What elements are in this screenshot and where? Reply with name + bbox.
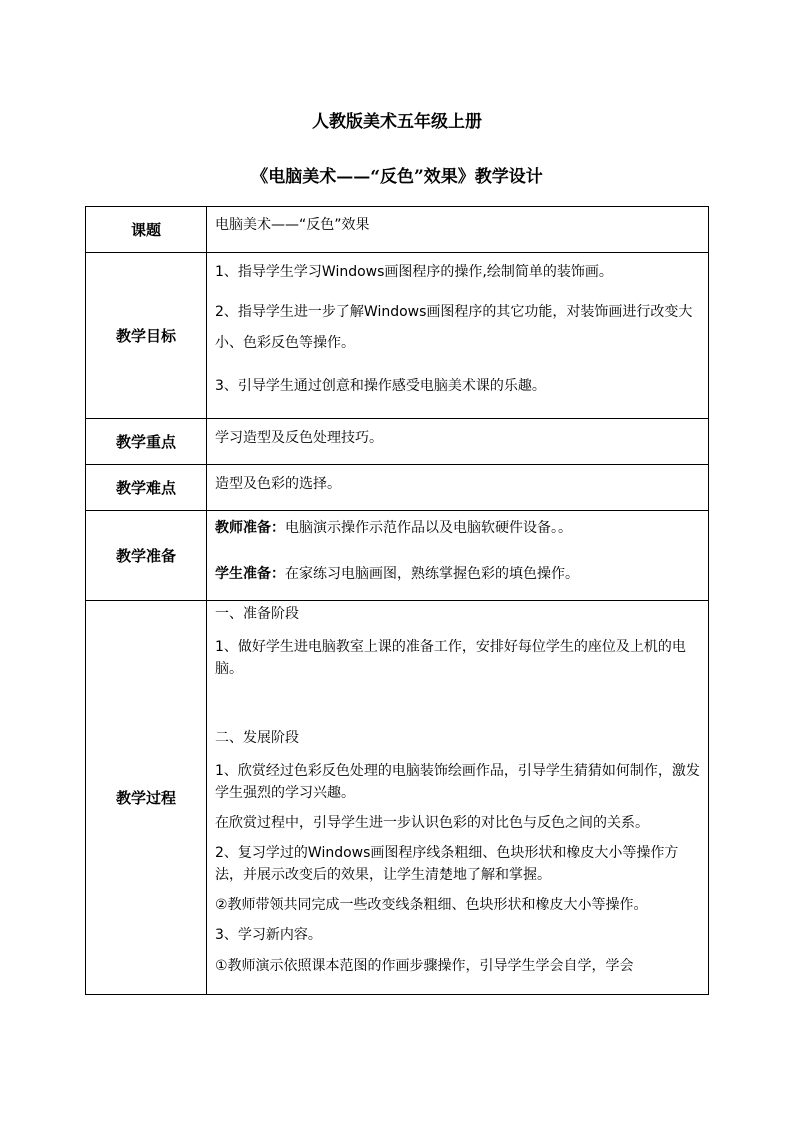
process-item: ①教师演示依照课本范图的作画步骤操作，引导学生学会自学，学会 xyxy=(215,958,634,974)
row-process xyxy=(86,601,709,995)
cell-key-points xyxy=(207,419,709,465)
teacher-preparation xyxy=(215,517,702,539)
document-title: 人教版美术五年级上册 xyxy=(312,112,482,132)
label-key-points: 教学重点 xyxy=(86,419,207,465)
row-goals xyxy=(86,253,709,419)
row-key-points xyxy=(86,419,709,465)
process-item: 一、准备阶段 xyxy=(215,606,299,622)
goal-item: 2、指导学生进一步了解Windows画图程序的其它功能，对装饰画进行改变大小、色彩反色等操作。 xyxy=(215,304,693,351)
student-preparation-text: 在家练习电脑画图，熟练掌握色彩的填色操作。 xyxy=(285,566,579,582)
cell-difficulties xyxy=(207,465,709,511)
goal-item: 3、引导学生通过创意和操作感受电脑美术课的乐趣。 xyxy=(215,378,546,394)
topic-text: 电脑美术——“反色”效果 xyxy=(215,217,370,233)
process-item: 在欣赏过程中，引导学生进一步认识色彩的对比色与反色之间的关系。 xyxy=(215,815,649,831)
row-preparation xyxy=(86,511,709,601)
cell-preparation xyxy=(207,511,709,601)
process-item: 1、欣赏经过色彩反色处理的电脑装饰绘画作品，引导学生猜猜如何制作，激发学生强烈的学习兴趣。 xyxy=(215,763,700,801)
difficulties-text: 造型及色彩的选择。 xyxy=(215,476,341,492)
process-item: ②教师带领共同完成一些改变线条粗细、色块形状和橡皮大小等操作。 xyxy=(215,897,648,913)
label-topic: 课题 xyxy=(86,207,207,253)
label-goals: 教学目标 xyxy=(86,253,207,419)
row-difficulties xyxy=(86,465,709,511)
cell-goals xyxy=(207,253,709,419)
label-difficulties: 教学难点 xyxy=(86,465,207,511)
goal-item: 1、指导学生学习Windows画图程序的操作,绘制简单的装饰画。 xyxy=(215,264,613,280)
student-preparation-label: 学生准备： xyxy=(215,566,285,582)
key-points-text: 学习造型及反色处理技巧。 xyxy=(215,430,383,446)
process-item: 3、学习新内容。 xyxy=(215,927,322,943)
teacher-preparation-text: 电脑演示操作示范作品以及电脑软硬件设备。。 xyxy=(285,520,572,536)
label-process: 教学过程 xyxy=(86,601,207,995)
cell-topic xyxy=(207,207,709,253)
cell-process xyxy=(207,601,709,995)
process-item: 1、做好学生进电脑教室上课的准备工作，安排好每位学生的座位及上机的电脑。 xyxy=(215,639,686,677)
lesson-plan-table xyxy=(85,206,709,995)
row-topic xyxy=(86,207,709,253)
label-preparation: 教学准备 xyxy=(86,511,207,601)
student-preparation xyxy=(215,563,702,585)
process-item: 二、发展阶段 xyxy=(215,730,299,746)
document-subtitle: 《电脑美术——“反色”效果》教学设计 xyxy=(251,167,543,187)
process-item: 2、复习学过的Windows画图程序线条粗细、色块形状和橡皮大小等操作方法，并展示改变后的效果，让学生清楚地了解和掌握。 xyxy=(215,845,679,883)
teacher-preparation-label: 教师准备： xyxy=(215,520,285,536)
